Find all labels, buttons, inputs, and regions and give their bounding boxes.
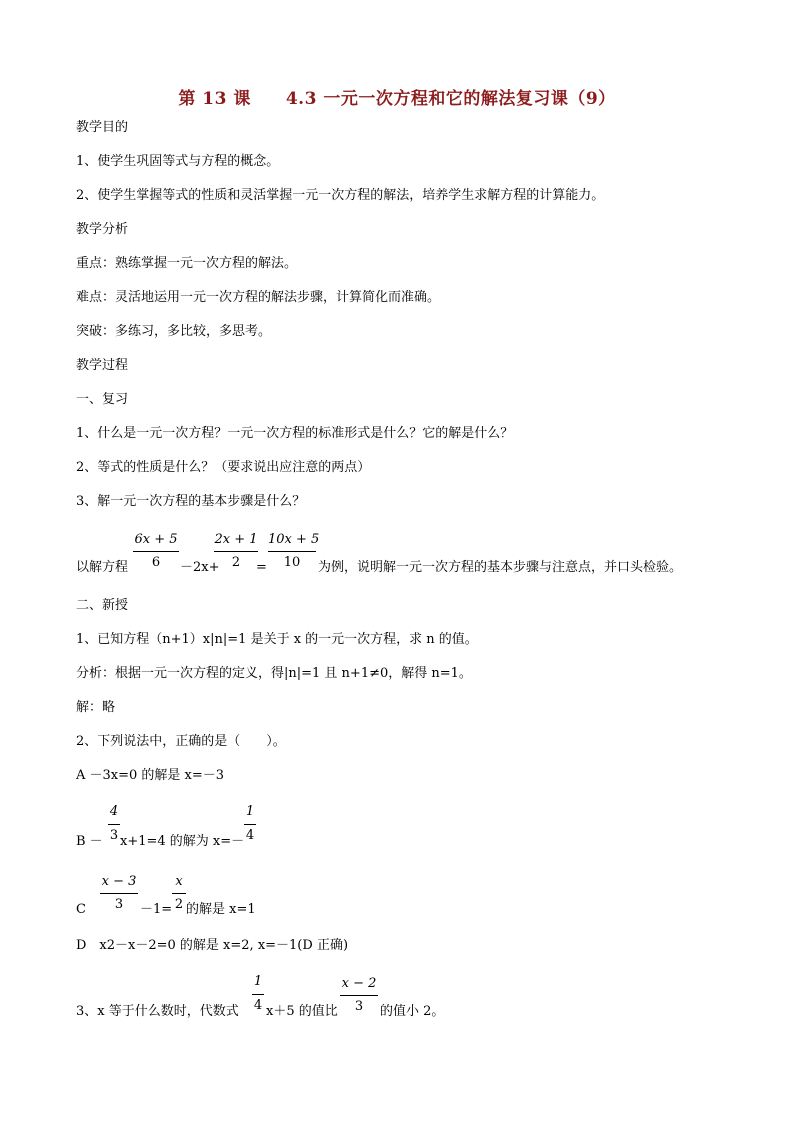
fraction-bar: [268, 551, 316, 552]
fraction-bar: [244, 824, 256, 825]
fraction-numerator: x: [175, 874, 183, 889]
fraction-denominator: 4: [245, 828, 255, 843]
equation-middle: －2x+: [180, 560, 220, 575]
fraction-denominator: 10: [283, 555, 301, 570]
breakthrough: 突破：多练习，多比较，多思考。: [76, 324, 272, 339]
fraction-denominator: 2: [231, 555, 241, 570]
option-b-middle: x+1=4 的解为 x=－: [120, 834, 245, 849]
section-heading-analysis: 教学分析: [76, 222, 129, 237]
fraction-bar: [100, 893, 138, 894]
fraction-numerator: 1: [253, 974, 263, 989]
option-c-label: C: [76, 902, 86, 917]
fraction-denominator: 6: [151, 555, 161, 570]
fraction-numerator: 4: [109, 804, 119, 819]
solution: 解：略: [76, 700, 116, 715]
new-question-1: 1、已知方程（n+1）x|n|=1 是关于 x 的一元一次方程，求 n 的值。: [76, 632, 478, 647]
objective-2: 2、使学生掌握等式的性质和灵活掌握一元一次方程的解法，培养学生求解方程的计算能力。: [76, 188, 605, 203]
section-heading-process: 教学过程: [76, 358, 129, 373]
review-question-1: 1、什么是一元一次方程？一元一次方程的标准形式是什么？它的解是什么？: [76, 426, 514, 441]
fraction-denominator: 3: [354, 999, 364, 1014]
fraction-bar: [214, 551, 258, 552]
review-question-3: 3、解一元一次方程的基本步骤是什么？: [76, 494, 306, 509]
page-title: 第 13 课 4.3 一元一次方程和它的解法复习课（9）: [178, 89, 616, 109]
question-3-prefix: 3、x 等于什么数时，代数式: [76, 1004, 239, 1019]
fraction-bar: [133, 551, 179, 552]
option-d: D x2－x－2=0 的解是 x=2, x=－1(D 正确): [76, 938, 349, 953]
key-point: 重点：熟练掌握一元一次方程的解法。: [76, 256, 298, 271]
equation-suffix: 为例，说明解一元一次方程的基本步骤与注意点，并口头检验。: [318, 560, 683, 575]
fraction-numerator: 1: [245, 804, 255, 819]
fraction-denominator: 3: [109, 828, 119, 843]
equals-sign: =: [256, 560, 267, 575]
difficulty: 难点：灵活地运用一元一次方程的解法步骤，计算简化而准确。: [76, 290, 441, 305]
fraction-denominator: 3: [114, 897, 124, 912]
option-c-suffix: 的解是 x=1: [186, 902, 256, 917]
new-question-2: 2、下列说法中，正确的是（ ）。: [76, 734, 286, 749]
fraction-numerator: x − 3: [101, 874, 137, 889]
option-c-middle: －1=: [140, 902, 173, 917]
option-b-label: B －: [76, 834, 103, 849]
fraction-denominator: 4: [253, 998, 263, 1013]
fraction-denominator: 2: [174, 897, 184, 912]
question-3-middle: x＋5 的值比: [266, 1004, 338, 1019]
fraction-bar: [172, 893, 186, 894]
fraction-bar: [108, 824, 120, 825]
fraction-numerator: 6x + 5: [134, 532, 178, 547]
option-a: A －3x=0 的解是 x=－3: [76, 768, 225, 783]
analysis: 分析：根据一元一次方程的定义，得|n|=1 且 n+1≠0，解得 n=1。: [76, 666, 472, 681]
fraction-bar: [340, 995, 378, 996]
objective-1: 1、使学生巩固等式与方程的概念。: [76, 154, 280, 169]
fraction-numerator: 10x + 5: [268, 532, 320, 547]
section-review: 一、复习: [76, 392, 129, 407]
fraction-numerator: 2x + 1: [214, 532, 258, 547]
section-new-lesson: 二、新授: [76, 598, 129, 613]
question-3-suffix: 的值小 2。: [380, 1004, 445, 1019]
review-question-2: 2、等式的性质是什么？（要求说出应注意的两点）: [76, 460, 371, 475]
section-heading-objectives: 教学目的: [76, 120, 129, 135]
fraction-numerator: x − 2: [341, 976, 377, 991]
fraction-bar: [252, 994, 264, 995]
equation-prefix: 以解方程: [76, 560, 129, 575]
